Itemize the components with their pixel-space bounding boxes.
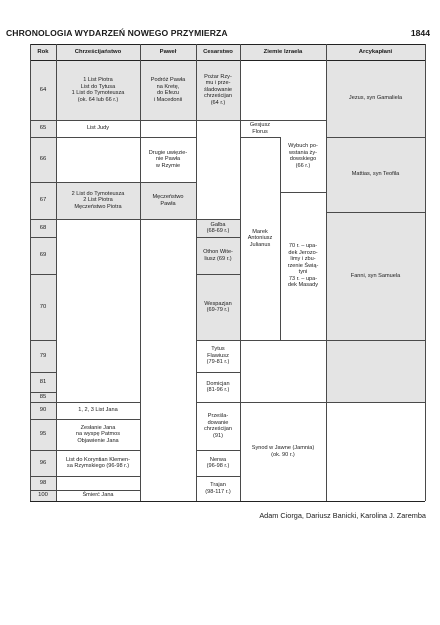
year-cell: 79 [39, 352, 47, 359]
col-header-cesarstwo: Cesarstwo [203, 48, 233, 55]
cell-chr-67: 2 List do Tymoteusza 2 List Piotra Męczeństwo Piotra [71, 190, 125, 210]
col-header-arcykaplani: Arcykapłani [358, 48, 393, 55]
cell-ces-trajan: Trajan (98-117 r.) [205, 482, 231, 495]
col-header-rok: Rok [37, 48, 49, 55]
cell-pawel-64: Podróż Pawła na Kretę, do Efezu i Macedonii [150, 77, 186, 103]
cell-izr-wybuch: Wybuch po- wstania ży- dowskiego (66 r.) [288, 143, 318, 169]
year-cell: 90 [39, 407, 47, 414]
cell-chr-64: 1 List Piotra List do Tytusa 1 List do Tymoteusza (ok. 64 lub 66 r.) [71, 77, 125, 103]
year-cell: 85 [39, 393, 47, 400]
cell-chr-95: Zesłanie Jana na wyspę Patmos Objawienie Jana [75, 424, 121, 444]
col-header-ziemie-izraela: Ziemie Izraela [263, 48, 303, 55]
cell-izr-upadek: 70 r. – upa- dek Jerozo- limy i zbu- rzenie Świą- tyni 73 r. – upa- dek Masady [287, 243, 319, 289]
cell-izr-synod: Synod w Jawne (Jamnia) (ok. 90 r.) [251, 445, 315, 458]
chapter-title: CHRONOLOGIA WYDARZEŃ NOWEGO PRZYMIERZA [6, 28, 228, 38]
year-cell: 64 [39, 86, 47, 93]
col-header-chrzescijanstwo: Chrześcijaństwo [74, 48, 122, 55]
cell-izr-marek: Marek Antoniusz Julianus [247, 228, 273, 248]
cell-arc-mattias: Mattias, syn Teofila [351, 171, 400, 178]
grid-line [30, 450, 56, 451]
year-cell: 100 [38, 492, 48, 499]
grid-line [326, 402, 425, 403]
grid-line [30, 501, 425, 502]
cell-ces-przesladowanie: Prześla- dowanie chrześcijan (91) [204, 413, 232, 439]
cell-ces-wespazjan: Wespazjan (69-79 r.) [204, 300, 232, 313]
grid-line [30, 402, 56, 403]
cell-pawel-67: Męczeństwo Pawła [152, 194, 184, 207]
grid-line [30, 44, 31, 501]
year-cell: 95 [39, 431, 47, 438]
year-cell: 67 [39, 197, 47, 204]
cell-chr-65: List Judy [86, 125, 110, 132]
grid-line [30, 44, 425, 45]
grid-line [30, 419, 56, 420]
cell-ces-othon: Othon Wite- liusz (69 r.) [203, 249, 233, 262]
cell-chr-96: List do Koryntian Klemen- sa Rzymskiego (96-98 r.) [65, 456, 131, 469]
year-cell: 68 [39, 224, 47, 231]
grid-line [30, 182, 56, 183]
cell-arc-jezus: Jezus, syn Gamaliela [348, 95, 403, 102]
grid-line [30, 219, 56, 220]
grid-line [240, 340, 280, 341]
grid-line [30, 237, 56, 238]
page-number: 1844 [410, 28, 430, 38]
authors-footer: Adam Ciorga, Dariusz Banicki, Karolina J. Zaremba [259, 511, 426, 520]
cell-chr-90: 1, 2, 3 List Jana [78, 407, 118, 414]
cell-ces-domicjan: Domicjan (81-96 r.) [206, 380, 230, 393]
grid-line [30, 392, 56, 393]
cell-arc-fanni: Fanni, syn Samuela [350, 272, 401, 279]
year-cell: 65 [39, 125, 47, 132]
grid-line [30, 490, 56, 491]
cell-ces-fire: Pożar Rzy- mu i prze- śladowanie chrześcijan (64 r.) [204, 73, 232, 106]
grid-line [196, 120, 240, 121]
grid-line [30, 476, 56, 477]
year-cell: 69 [39, 252, 47, 259]
grid-line [30, 372, 56, 373]
grid-line [56, 476, 140, 477]
cell-ces-tytus: Tytus Flawiusz (79-81 r.) [206, 346, 230, 366]
grid-line [280, 340, 326, 341]
year-cell: 70 [39, 303, 47, 310]
grid-line [56, 219, 196, 220]
grid-line [30, 137, 56, 138]
grid-line [425, 44, 426, 501]
year-cell: 96 [39, 459, 47, 466]
year-cell: 81 [39, 378, 47, 385]
cell-chr-100: Śmierć Jana [82, 492, 114, 499]
grid-line [30, 274, 56, 275]
cell-ces-galba: Galba (68-69 r.) [206, 221, 230, 234]
col-header-pawel: Paweł [159, 48, 177, 55]
cell-pawel-66: Drugie uwięzie- nie Pawła w Rzymie [148, 149, 188, 169]
year-cell: 66 [39, 156, 47, 163]
cell-izr-gesjusz: Gesjusz Florus [249, 122, 271, 135]
year-cell: 98 [39, 479, 47, 486]
cell-ces-nerwa: Nerwa (96-98 r.) [206, 456, 230, 469]
grid-line [30, 340, 56, 341]
grid-line [326, 340, 425, 341]
grid-line [30, 120, 56, 121]
